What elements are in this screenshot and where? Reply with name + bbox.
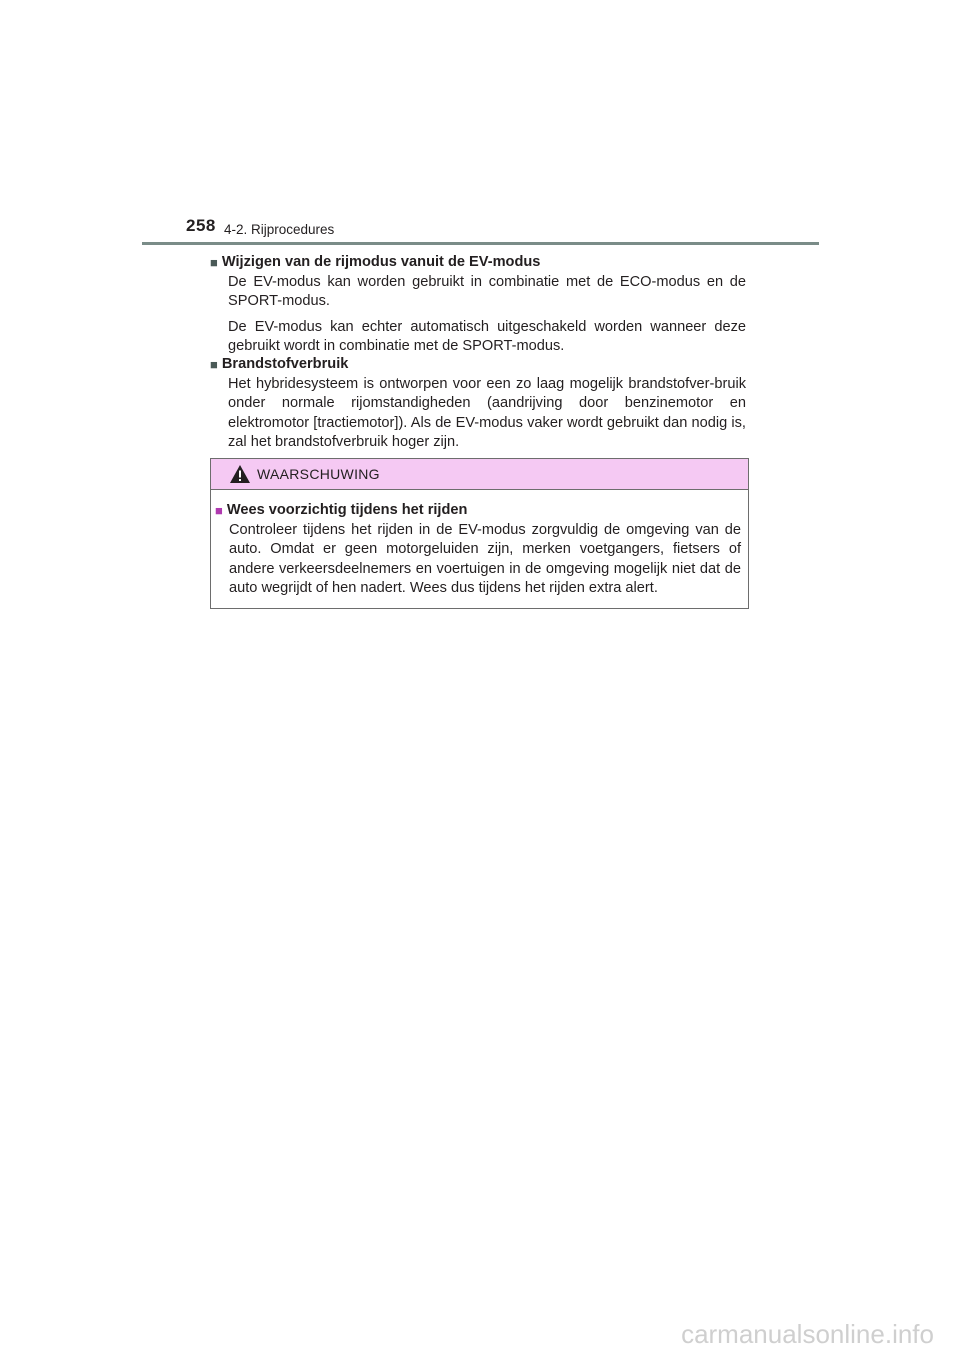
warning-title: WAARSCHUWING <box>257 466 380 482</box>
square-bullet-icon: ■ <box>215 503 223 518</box>
page-number: 258 <box>186 216 216 235</box>
warning-body <box>211 501 741 605</box>
topic-heading: Wijzigen van de rijmodus vanuit de EV-modus <box>221 254 541 270</box>
warning-box <box>210 458 749 609</box>
topic-fuel-consumption <box>210 355 746 459</box>
warning-heading: Wees voorzichtig tijdens het rijden <box>226 502 468 518</box>
topic-paragraph: Het hybridesysteem is ontworpen voor een zo laag mogelijk brandstofver-bruik onder normale rijomstandigheden (aandrijving door benzinemotor en elektromotor [tractiemotor]). Als de EV-modus vaker wordt gebruikt dan nodig is, zal het brandstofverbruik hoger zijn. <box>228 375 746 450</box>
warning-triangle-icon <box>229 464 251 484</box>
topic-paragraph: De EV-modus kan echter automatisch uitgeschakeld worden wanneer deze gebruikt wordt in combinatie met de SPORT-modus. <box>228 318 746 354</box>
topic-heading: Brandstofverbruik <box>221 356 349 372</box>
topic-paragraph: De EV-modus kan worden gebruikt in combinatie met de ECO-modus en de SPORT-modus. <box>228 273 746 309</box>
square-bullet-icon: ■ <box>210 357 218 372</box>
header-rule <box>142 242 819 245</box>
warning-text: Controleer tijdens het rijden in de EV-modus zorgvuldig de omgeving van de auto. Omdat er geen motorgeluiden zijn, merken voetgangers, fietsers of andere verkeersdeelnemers en voertuigen in de omgeving mogelijk niet dat de auto wegrijdt of hen nadert. Wees dus tijdens het rijden extra alert. <box>229 521 741 596</box>
square-bullet-icon: ■ <box>210 255 218 270</box>
warning-header <box>211 459 748 490</box>
section-title: 4-2. Rijprocedures <box>224 222 335 237</box>
watermark: carmanualsonline.info <box>681 1319 934 1349</box>
topic-driving-mode <box>210 253 746 363</box>
